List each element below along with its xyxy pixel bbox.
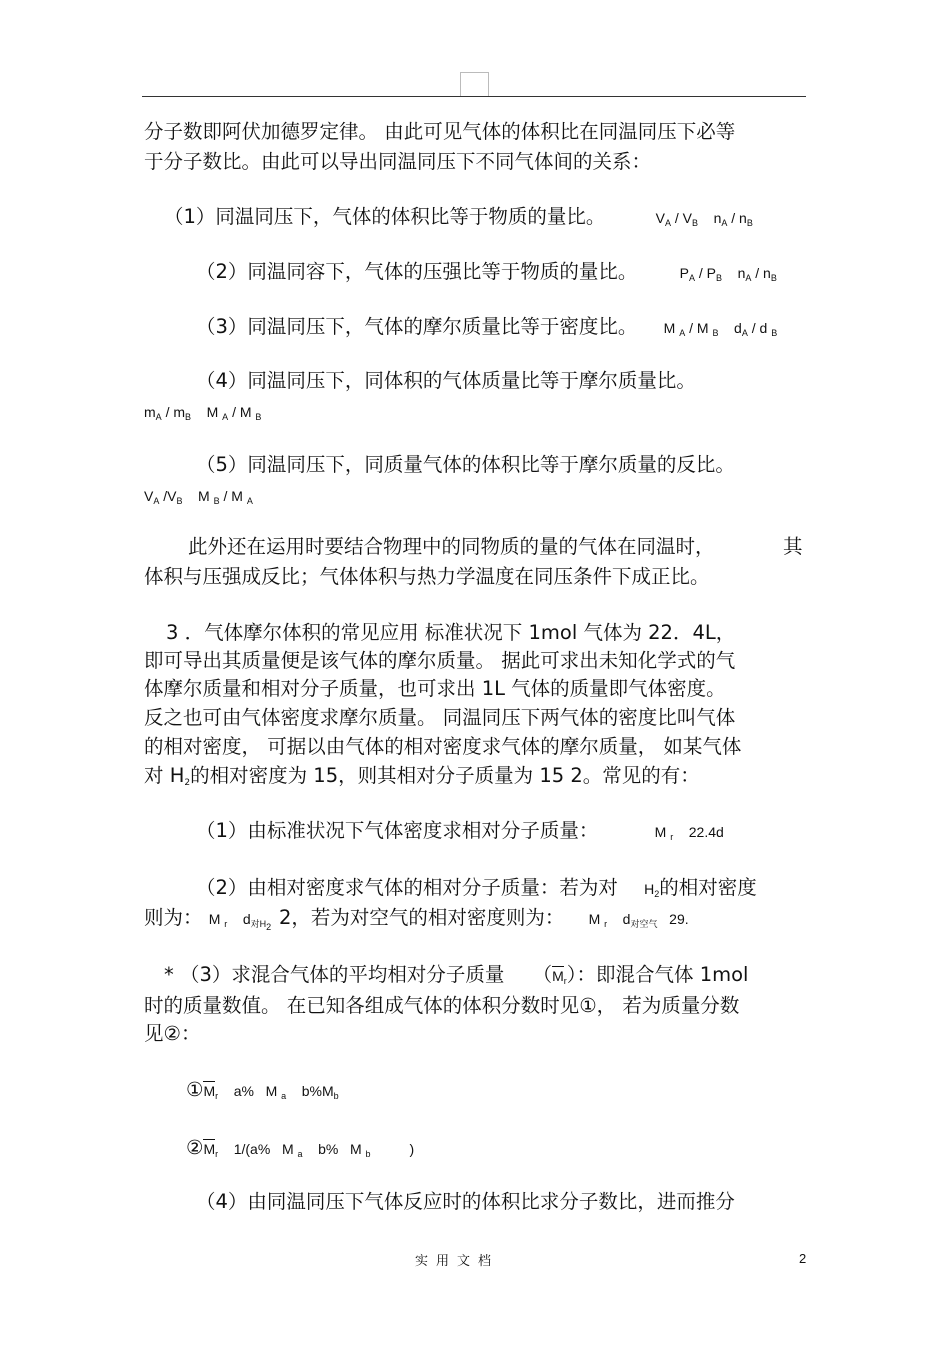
relation-1 (164, 205, 753, 230)
section-3-line: 3 ．气体摩尔体积的常见应用 标准状况下 1mol 气体为 22．4L， (166, 621, 736, 644)
formula-2: $M_r$ 1/(a% M $_a$ b% M $_b$ ) (203, 1141, 415, 1159)
method-2-line-2 (144, 906, 689, 936)
method-3-text-tail: ）：即混合气体 1mol (566, 963, 749, 986)
paragraph-line: 其 (783, 535, 803, 558)
header-rule (142, 96, 806, 97)
formula-1: $M_r$ a% M $_a$ $b\%M_b$ (203, 1083, 339, 1101)
relation-4-formula: $m_A / m_B$ M $_A$ / M $_B$ (144, 404, 262, 422)
method-2-formula-b: M $_r$ $d_{对空气}$ 29. (588, 911, 689, 929)
relation-4: （4）同温同压下，同体积的气体质量比等于摩尔质量比。 (196, 369, 696, 392)
method-1-formula: M $_r$ 22.4d (654, 824, 724, 842)
section-3-line: 体摩尔质量和相对分子质量，也可求出 1L 气体的质量即气体密度。 (144, 677, 726, 700)
paragraph-line: 分子数即阿伏加德罗定律。 由此可见气体的体积比在同温同压下必等 (144, 120, 736, 143)
method-2-formula-a: M $_r$ $d_{对H_2}$ (208, 911, 272, 932)
relation-2 (196, 260, 777, 285)
circled-2: ② (186, 1136, 204, 1159)
relation-1-text: （1）同温同压下，气体的体积比等于物质的量比。 (164, 205, 606, 228)
method-4: （4）由同温同压下气体反应时的体积比求分子数比，进而推分 (196, 1190, 735, 1213)
section-3-line: 即可导出其质量便是该气体的摩尔质量。 据此可求出未知化学式的气 (144, 649, 736, 672)
relation-1-formula: $V_A / V_B$ $n_A / n_B$ (655, 210, 753, 228)
method-1 (196, 819, 724, 844)
paragraph-line: 体积与压强成反比；气体体积与热力学温度在同压条件下成正比。 (144, 565, 710, 588)
section-3-line: 反之也可由气体密度求摩尔质量。 同温同压下两气体的密度比叫气体 (144, 706, 736, 729)
relation-2-formula: $P_A / P_B$ $n_A / n_B$ (679, 265, 777, 283)
formula-volume-fraction (186, 1078, 339, 1103)
section-3-tail: 的相对密度为 15，则其相对分子质量为 15 2。常见的有： (190, 764, 700, 787)
relation-5-formula: $V_A$ $/V_B$ M $_B$ / M $_A$ (144, 488, 253, 506)
paragraph-line: 此外还在运用时要结合物理中的同物质的量的气体在同温时， (188, 535, 715, 558)
method-2-air-value: 29. (669, 911, 689, 927)
method-2-text: （2）由相对密度求气体的相对分子质量：若为对 (196, 876, 618, 899)
method-2-line-1 (196, 876, 757, 901)
method-2-then: 则为： (144, 906, 203, 929)
paragraph-line: 于分子数比。由此可以导出同温同压下不同气体间的关系： (144, 150, 652, 173)
circled-1: ① (186, 1078, 204, 1101)
mean-mr-symbol: $M_r$ (552, 968, 567, 986)
method-3-line-1: * （3）求混合气体的平均相对分子质量 $(M_r)$：即混合气体 1mol (164, 963, 749, 986)
method-1-text: （1）由标准状况下气体密度求相对分子质量： (196, 819, 599, 842)
header-box (460, 72, 489, 97)
method-2-air-text: 2，若为对空气的相对密度则为： (278, 906, 565, 929)
formula-mass-fraction (186, 1136, 414, 1161)
method-1-value: 22.4d (688, 824, 724, 840)
relation-2-text: （2）同温同容下，气体的压强比等于物质的量比。 (196, 260, 638, 283)
section-3-line (144, 764, 700, 788)
method-3-line-3: 见②： (144, 1022, 201, 1045)
relation-5: （5）同温同压下，同质量气体的体积比等于摩尔质量的反比。 (196, 453, 735, 476)
method-3-text: * （3）求混合气体的平均相对分子质量 (164, 963, 505, 986)
footer-label: 实用文档 (415, 1254, 500, 1269)
h2-prefix: 对 H (144, 764, 185, 787)
method-3-line-2: 时的质量数值。 在已知各组成气体的体积分数时见①， 若为质量分数 (144, 994, 740, 1017)
method-2-text-tail: 的相对密度 (659, 876, 757, 899)
page-number: 2 (799, 1251, 807, 1266)
relation-3-formula: M $_A$ / M $_B$ $d_A$ / d $_B$ (663, 320, 778, 338)
h2-formula: $H_2$ (644, 881, 660, 899)
relation-3-text: （3）同温同压下，气体的摩尔质量比等于密度比。 (196, 315, 638, 338)
h2-subscript: 2 (184, 778, 191, 788)
section-3-line: 的相对密度， 可据以由气体的相对密度求气体的摩尔质量， 如某气体 (144, 735, 742, 758)
relation-3 (196, 315, 777, 340)
